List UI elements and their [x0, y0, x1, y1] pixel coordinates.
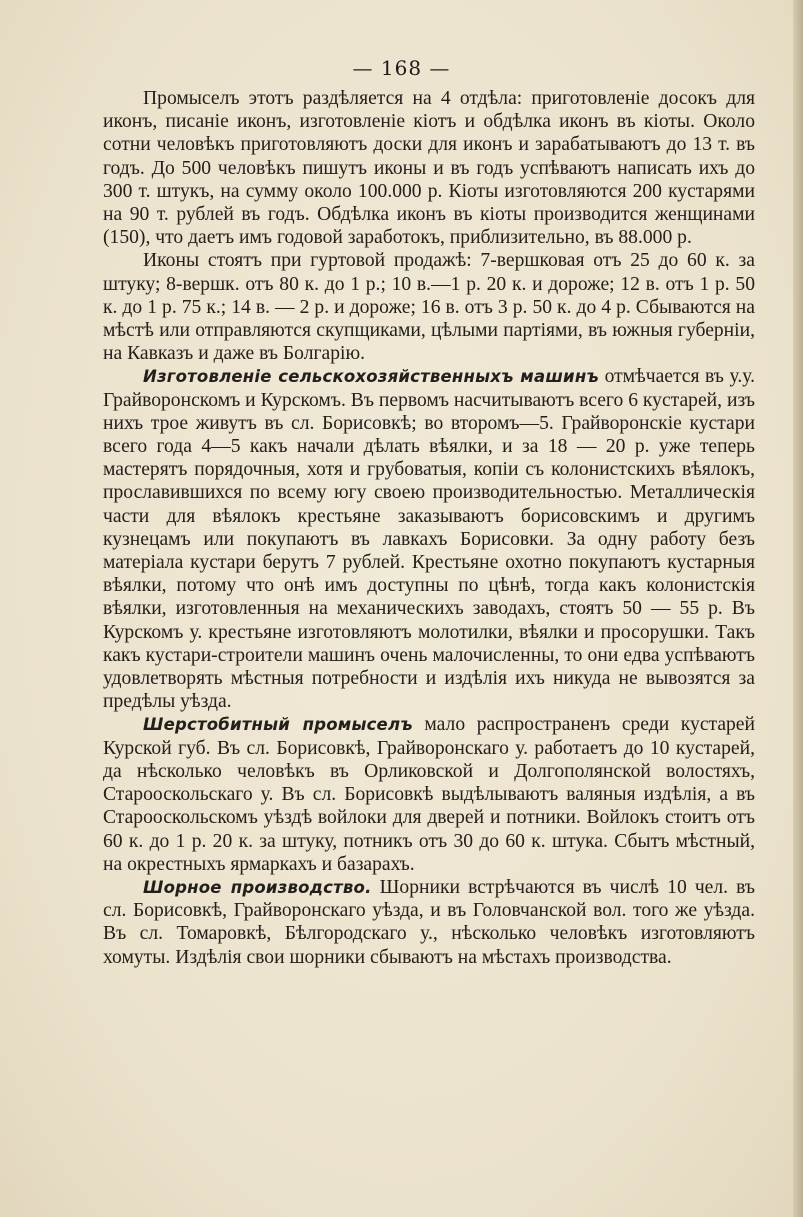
paragraph-text: Иконы стоятъ при гуртовой продажѣ: 7-вершковая отъ 25 до 60 к. за штуку; 8-вершк. отъ 80 к. до 1 р.; 10 в.—1 р. 20 к. и дороже; 12 в. отъ 1 р. 50 к. до 1 р. 75 к.; 14 в. — 2 р. и дороже; 16 в. отъ 3 р. 50 к. до 4 р. Сбываются на мѣстѣ или отправляются скупщиками, цѣлыми партіями, въ южныя губерніи, на Кавказъ и даже въ Болгарію.	[103, 250, 755, 365]
section-heading-wool: Шерстобитный промыселъ	[143, 715, 413, 735]
paragraph-text: Шорники встрѣчаются въ числѣ 10 чел. въ сл. Борисовкѣ, Грайворонскаго уѣзда, и въ Головчанской вол. того же уѣзда. Въ сл. Томаровкѣ, Бѣлгородскаго у., нѣсколько человѣкъ изготовляютъ хомуты. Издѣлія свои шорники сбываютъ на мѣстахъ производства.	[103, 876, 756, 968]
paragraph-text: отмѣчается въ у.у. Грайворонскомъ и Курскомъ. Въ первомъ насчитываютъ всего 6 кустарей, изъ нихъ трое живутъ въ сл. Борисовкѣ; во второмъ—5. Грайворонскіе кустари всего года 4—5 какъ начали дѣлать вѣялки, и за 18 — 20 р. уже теперь мастерятъ порядочныя, хотя и грубоватыя, копіи съ колонистскихъ вѣялокъ, прославившихся по всему югу своею производительностью. Металлическія части для вѣялокъ крестьяне заказываютъ борисовскимъ и другимъ кузнецамъ или покупаютъ въ лавкахъ Борисовки. За одну работу безъ матеріала кустари берутъ 7 рублей. Крестьяне охотно покупаютъ кустарныя вѣялки, потому что онѣ имъ доступны по цѣнѣ, тогда какъ колонистскія вѣялки, изготовленныя на механическихъ заводахъ, стоятъ 50 — 55 р. Въ Курскомъ у. крестьяне изготовляютъ молотилки, вѣялки и просорушки. Такъ какъ кустари-строители машинъ очень малочисленны, то они едва успѣваютъ удовлетворять мѣстныя потребности и издѣлія ихъ никуда не вывозятся за предѣлы уѣзда.	[103, 366, 755, 713]
section-heading-machines: Изготовленіе сельскохозяйственныхъ машинъ	[143, 367, 600, 387]
body-text	[103, 87, 755, 969]
paragraph-harness-making	[103, 876, 755, 969]
page-number: — 168 —	[352, 56, 451, 80]
paragraph-icon-painting	[103, 87, 755, 249]
section-heading-harness: Шорное производство.	[143, 877, 372, 897]
paragraph-wool-beating	[103, 713, 755, 875]
paragraph-agricultural-machines	[103, 365, 755, 713]
page-edge	[793, 0, 803, 1217]
paragraph-icon-prices	[103, 249, 755, 365]
paragraph-text: мало распространенъ среди кустарей Курской губ. Въ сл. Борисовкѣ, Грайворонскаго у. работаетъ до 10 кустарей, да нѣсколько человѣкъ въ Орликовской и Долгополянской волостяхъ, Старооскольскаго у. Въ сл. Борисовкѣ выдѣлываютъ валяныя издѣлія, а въ Старооскольскомъ уѣздѣ войлоки для дверей и потники. Войлокъ стоитъ отъ 60 к. до 1 р. 20 к. за штуку, потникъ отъ 30 до 60 к. штука. Сбытъ мѣстный, на окрестныхъ ярмаркахъ и базарахъ.	[103, 714, 755, 875]
paragraph-text: Промыселъ этотъ раздѣляется на 4 отдѣла: приготовленіе досокъ для иконъ, писаніе иконъ, изготовленіе кіотъ и обдѣлка иконъ въ кіоты. Около сотни человѣкъ приготовляютъ доски для иконъ и зарабатываютъ до 13 т. въ годъ. До 500 человѣкъ пишутъ иконы и въ годъ успѣваютъ написать ихъ до 300 т. штукъ, на сумму около 100.000 р. Кіоты изготовляются 200 кустарями на 90 т. рублей въ годъ. Обдѣлка иконъ въ кіоты производится женщинами (150), что даетъ имъ годовой заработокъ, приблизительно, въ 88.000 р.	[103, 88, 755, 249]
